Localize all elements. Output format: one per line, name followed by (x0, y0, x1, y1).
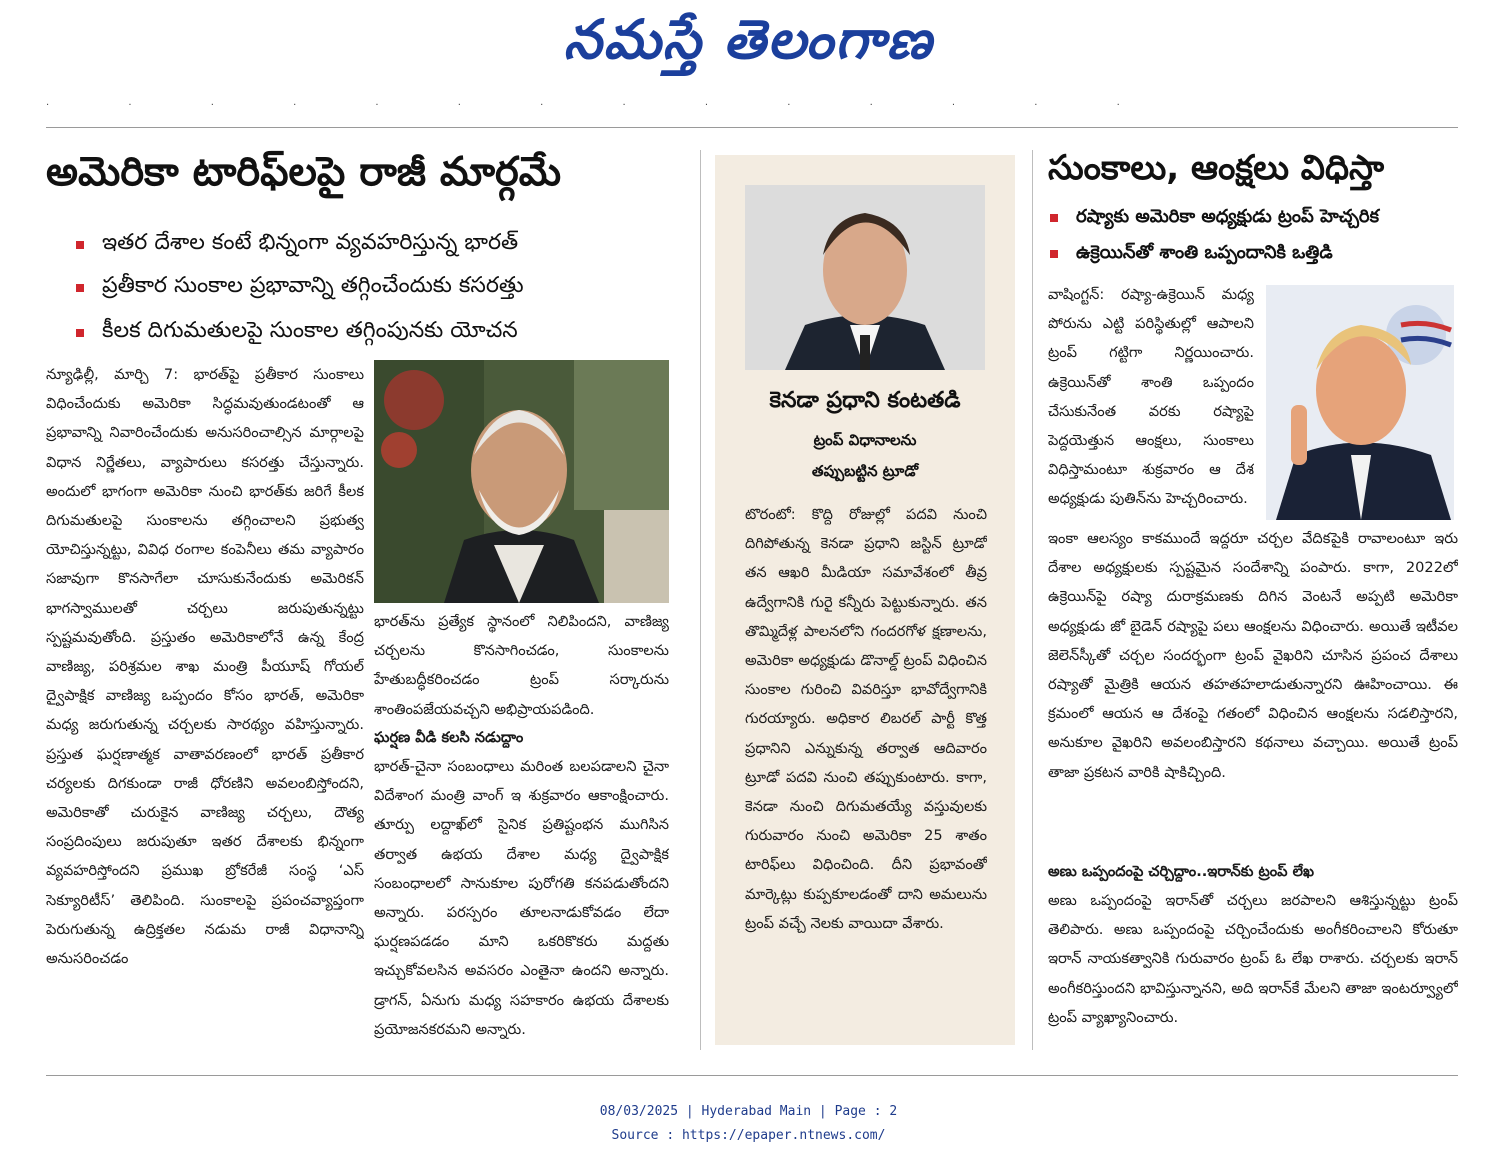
story-center-caption-sub-1: ట్రంప్ విధానాలను (813, 431, 917, 449)
bullet-item: కీలక దిగుమతులపై సుంకాల తగ్గింపునకు యోచన (76, 310, 696, 355)
trudeau-photo (745, 185, 985, 370)
bullet-icon (1050, 250, 1058, 258)
footer-date-edition: 08/03/2025 | Hyderabad Main | Page : 2 (599, 1104, 898, 1119)
bullet-icon (76, 241, 84, 249)
bullet-item: ఇతర దేశాల కంటే భిన్నంగా వ్యవహరిస్తున్న భారత్ (76, 225, 696, 265)
trump-photo (1266, 285, 1454, 520)
column-divider (1032, 150, 1033, 1050)
bottom-rule (46, 1075, 1458, 1076)
column-divider (700, 150, 701, 1050)
story-left-headline: అమెరికా టారిఫ్‌లపై రాజీ మార్గమే (46, 149, 562, 195)
story-left-column-2b: భారత్-చైనా సంబంధాలు మరింత బలపడాలని చైనా విదేశాంగ మంత్రి వాంగ్ ఇ శుక్రవారం ఆకాంక్షించారు. తూర్పు లద్దాఖ్‌లో సైనిక ప్రతిష్టంభన ముగిసిన తర్వాత ఉభయ దేశాల మధ్య ద్వైపాక్షిక సంబంధాలలో సానుకూల పురోగతి కనపడుతోందని అన్నారు. పరస్పరం తూలనాడుకోవడం లేదా ఘర్షణపడడం మాని ఒకరికొకరు మద్దతు ఇచ్చుకోవలసిన అవసరం ఎంతైనా ఉందని అన్నారు. డ్రాగన్, ఏనుగు మధ్య సహకారం ఉభయ దేశాలకు ప్రయోజనకరమని అన్నారు. (374, 758, 669, 1038)
story-right-headline: సుంకాలు, ఆంక్షలు విధిస్తా (1048, 148, 1385, 188)
masthead (0, 8, 1497, 85)
story-center-caption-sub-2: తప్పుబట్టిన ట్రూడో (811, 462, 919, 480)
modi-photo (374, 360, 669, 603)
bullet-icon (76, 329, 84, 337)
story-center-body: టొరంటో: కొద్ది రోజుల్లో పదవి నుంచి దిగిపోతున్న కెనడా ప్రధాని జస్టిన్ ట్రూడో తన ఆఖరి మీడియా సమావేశంలో తీవ్ర ఉద్వేగానికి గురై కన్నీరు పెట్టుకున్నారు. తన తొమ్మిదేళ్ల పాలనలోని గందరగోళ క్షణాలను, అమెరికా అధ్యక్షుడు డొనాల్డ్ ట్రంప్ విధించిన సుంకాల గురించి వివరిస్తూ భావోద్వేగానికి గురయ్యారు. అధికార లిబరల్ పార్టీ కొత్త ప్రధానిని ఎన్నుకున్న తర్వాత ఆదివారం ట్రూడో పదవి నుంచి తప్పుకుంటారు. కాగా, కెనడా నుంచి దిగుమతయ్యే వస్తువులకు గురువారం నుంచి అమెరికా 25 శాతం టారిఫ్‌లు విధించింది. దీని ప్రభావంతో మార్కెట్లు కుప్పకూలడంతో దాని అమలును ట్రంప్ వచ్చే నెలకు వాయిదా వేశారు. (745, 506, 987, 932)
story-right-body-c: అణు ఒప్పందంపై ఇరాన్‌తో చర్చలు జరపాలని ఆశిస్తున్నట్టు ట్రంప్ తెలిపారు. అణు ఒప్పందంపై చర్చించేందుకు అంగీకరించాలని కోరుతూ ఇరాన్ నాయకత్వానికి గురువారం ట్రంప్ ఓ లేఖ రాశారు. చర్చలకు ఇరాన్ అంగీకరిస్తుందని భావిస్తున్నానని, అది ఇరాన్‌కే మేలని తాజా ఇంటర్వ్యూలో ట్రంప్ వ్యాఖ్యానించారు. (1048, 892, 1458, 1026)
bullet-icon (76, 284, 84, 292)
story-left-column-2a: భారత్‌ను ప్రత్యేక స్థానంలో నిలిపిందని, వాణిజ్య చర్చలను కొనసాగించడం, సుంకాలను హేతుబద్ధీకరించడం ట్రంప్ సర్కారును శాంతింపజేయవచ్చని అభిప్రాయపడింది. (374, 613, 669, 718)
story-center-caption-title: కెనడా ప్రధాని కంటతడి (769, 388, 961, 413)
bullet-item: రష్యాకు అమెరికా అధ్యక్షుడు ట్రంప్ హెచ్చరిక (1050, 200, 1458, 236)
masthead-divider-ticks: · · · · · · · · · · · · · · (46, 100, 1158, 111)
bullet-item: ప్రతీకార సుంకాల ప్రభావాన్ని తగ్గించేందుకు కసరత్తు (76, 265, 696, 310)
footer-source-link[interactable]: Source : https://epaper.ntnews.com/ (611, 1128, 886, 1143)
bullet-item: ఉక్రెయిన్‌తో శాంతి ఒప్పందానికి ఒత్తిడి (1050, 236, 1458, 272)
story-left-column-1: న్యూఢిల్లీ, మార్చి 7: భారత్‌పై ప్రతీకార సుంకాలు విధించేందుకు అమెరికా సిద్ధమవుతుండటంతో ఆ ప్రభావాన్ని నివారించేందుకు అనుసరించాల్సిన మార్గాలపై విధాన నిర్ణేతలు, వ్యాపారులు కసరత్తు చేస్తున్నారు. అందులో భాగంగా అమెరికా నుంచి భారత్‌కు జరిగే కీలక దిగుమతులపై సుంకాలను తగ్గించాలని ప్రభుత్వ యోచిస్తున్నట్టు, వివిధ రంగాల కంపెనీలు తమ వ్యాపారం సజావుగా కొనసాగేలా చూసుకునేందుకు అమెరికన్ భాగస్వాములతో చర్చలు జరుపుతున్నట్టు స్పష్టమవుతోంది. ప్రస్తుతం అమెరికాలోనే ఉన్న కేంద్ర వాణిజ్య, పరిశ్రమల శాఖ మంత్రి పీయూష్ గోయల్ ద్వైపాక్షిక వాణిజ్య ఒప్పందం కోసం భారత్, అమెరికా మధ్య జరుగుతున్న చర్చలకు సారథ్యం వహిస్తున్నారు. ప్రస్తుత ఘర్షణాత్మక వాతావరణంలో భారత్ ప్రతీకార చర్యలకు దిగకుండా రాజీ ధోరణిని అవలంబిస్తోందని, అమెరికాతో చురుకైన వాణిజ్య చర్చలు, దౌత్య సంప్రదింపులు జరుపుతూ ఇతర దేశాలకు భిన్నంగా వ్యవహరిస్తోందని ప్రముఖ బ్రోకరేజీ సంస్థ ‘ఎస్ సెక్యూరిటీస్’ తెలిపింది. సుంకాలపై ప్రపంచవ్యాప్తంగా పెరుగుతున్న ఉద్రిక్తతల నడుమ రాజీ విధానాన్ని అనుసరించడం (46, 366, 364, 968)
story-right-subhead: అణు ఒప్పందంపై చర్చిద్దాం..ఇరాన్‌కు ట్రంప్ లేఖ (1048, 863, 1314, 880)
story-right-body-b: ఇంకా ఆలస్యం కాకముందే ఇద్దరూ చర్చల వేదికపైకి రావాలంటూ ఇరు దేశాల అధ్యక్షులకు స్పష్టమైన సందేశాన్ని పంపారు. కాగా, 2022లో ఉక్రెయిన్‌పై రష్యా దురాక్రమణకు దిగిన వెంటనే అప్పటి అమెరికా అధ్యక్షుడు జో బైడెన్ రష్యాపై పలు ఆంక్షలను విధించారు. అయితే ఇటీవల జెలెన్‌స్కీతో చర్చల సందర్భంగా ట్రంప్ వైఖరిని చూసిన ప్రపంచ దేశాలు రష్యాతో మైత్రికి ఆయన తహతహలాడుతున్నారని ఊహించాయి. ఈ క్రమంలో ఆయన ఆ దేశంపై గతంలో విధించిన ఆంక్షలను సడలిస్తారని, అనుకూల వైఖరిని అవలంబిస్తారని కథనాలు వచ్చాయి. అయితే ట్రంప్ తాజా ప్రకటన వారికి షాకిచ్చింది. (1048, 530, 1458, 781)
story-right-body-a: వాషింగ్టన్: రష్యా-ఉక్రెయిన్ మధ్య పోరును ఎట్టి పరిస్థితుల్లో ఆపాలని ట్రంప్ గట్టిగా నిర్ణయించారు. ఉక్రెయిన్‌తో శాంతి ఒప్పందం చేసుకునేంత వరకు రష్యాపై పెద్దయెత్తున ఆంక్షలు, సుంకాలు విధిస్తామంటూ శుక్రవారం ఆ దేశ అధ్యక్షుడు పుతిన్‌ను హెచ్చరించారు. (1048, 286, 1254, 508)
bullet-icon (1050, 214, 1058, 222)
story-left-bullets (76, 225, 696, 355)
masthead-title: నమస్తే తెలంగాణ (563, 8, 934, 71)
story-left-subhead: ఘర్షణ వీడి కలసి నడుద్దాం (374, 729, 524, 746)
story-right-bullets (1050, 200, 1458, 272)
top-rule (46, 127, 1458, 128)
